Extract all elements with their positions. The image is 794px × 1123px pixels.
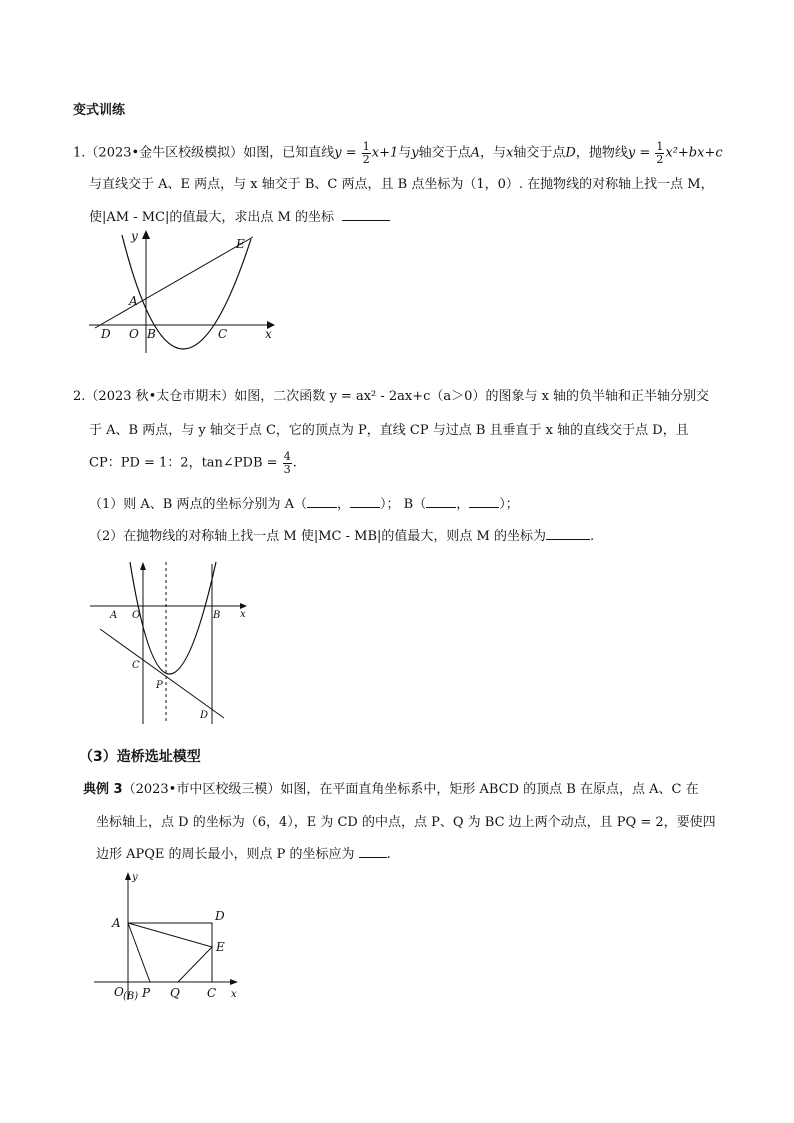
label-D: D [200,710,209,721]
problem-2-line-1: 2.（2023 秋•太仓市期末）如图，二次函数 y = ax² - 2ax+c（a＞0）的图象与 x 轴的负半轴和正半轴分别交 [73,389,710,404]
label-A: A [129,294,138,308]
label-A: A [110,610,118,621]
problem-number: 1 [73,145,82,161]
answer-blank [350,507,380,508]
problem-2-line-2: 于 A、B 两点，与 y 轴交于点 C，它的顶点为 P，直线 CP 与过点 B 且垂直于 x 轴的直线交于点 D，且 [89,423,689,438]
label-C: C [132,660,140,671]
label-A: A [112,916,121,930]
label-x: x [240,609,246,620]
problem-1-line-1: 1.（2023•金牛区校级模拟）如图，已知直线y = $\frac{1}{2}$ x+1与y轴交于点A，与x轴交于点D，抛物线y = $\frac{1}{2}$ x²+bx+c [73,140,723,166]
answer-blank [359,857,387,858]
label-O: O [132,610,141,621]
label-x: x [265,327,272,341]
label-B: B [213,610,221,621]
problem-1-line-3: 使|AM - MC|的值最大，求出点 M 的坐标 [89,211,390,224]
answer-blank [546,539,590,540]
answer-blank [342,220,390,221]
figure-3-rectangle [92,868,252,1003]
quadrilateral-APQE [128,923,212,982]
label-D: D [101,327,111,341]
fraction: $\frac{1}{2}$ [656,140,664,166]
label-Q: Q [170,986,180,1000]
label-E: E [216,940,225,954]
problem-1-line-2: 与直线交于 A、E 两点，与 x 轴交于 B、C 两点，且 B 点坐标为（1，0）. 在抛物线的对称轴上找一点 M， [89,177,714,192]
figure-2-quadratic [88,558,253,728]
y-axis-arrow [125,872,131,880]
line-DE [95,237,253,328]
example-3-line-2: 坐标轴上，点 D 的坐标为（6，4），E 为 CD 的中点，点 P、Q 为 BC 边上两个动点，且 PQ = 2，要使四 [96,815,716,830]
label-B: B [147,327,156,341]
line-CD [100,629,224,718]
label-C: C [218,327,228,341]
fraction: $\frac{4}{3}$ [283,450,291,476]
label-D: D [215,909,225,923]
problem-2-line-3: CP：PD = 1：2，tan∠PDB = $\frac{4}{3}$ . [89,450,297,476]
label-y: y [132,872,138,883]
problem-source: （2023•金牛区校级模拟） [85,145,244,161]
example-tag: 典例 3 [83,782,123,797]
section-title-variants: 变式训练 [73,103,126,118]
label-E: E [236,237,245,251]
y-axis-arrow [142,230,150,239]
parabola [122,235,251,349]
answer-blank [426,507,456,508]
label-y: y [131,229,138,243]
fraction: $\frac{1}{2}$ [362,140,370,166]
section-3-title: （3）造桥选址模型 [79,749,201,765]
label-x: x [231,989,237,1000]
x-axis-arrow [230,979,238,985]
figure-1-parabola-and-line [85,225,280,355]
label-P: P [156,680,163,691]
y-axis-arrow [140,562,146,570]
label-P: P [142,986,151,1000]
answer-blank [469,507,499,508]
label-O: O [129,327,139,341]
problem-2-question-2: （2）在抛物线的对称轴上找一点 M 使|MC - MB|的值最大，则点 M 的坐标为 . [89,529,595,544]
rectangle-ABCD [128,923,212,982]
label-B: (B) [123,991,139,1002]
problem-2-question-1: （1）则 A、B 两点的坐标分别为 A（ ， ）； B（ ， ）； [89,497,519,512]
example-3-line-1: 典例 3（2023•市中区校级三模）如图，在平面直角坐标系中，矩形 ABCD 的顶点 B 在原点，点 A、C 在 [83,782,699,797]
answer-blank [307,507,337,508]
label-O: O [114,985,124,999]
label-C: C [207,986,217,1000]
example-3-line-3: 边形 APQE 的周长最小，则点 P 的坐标应为 . [96,847,391,862]
